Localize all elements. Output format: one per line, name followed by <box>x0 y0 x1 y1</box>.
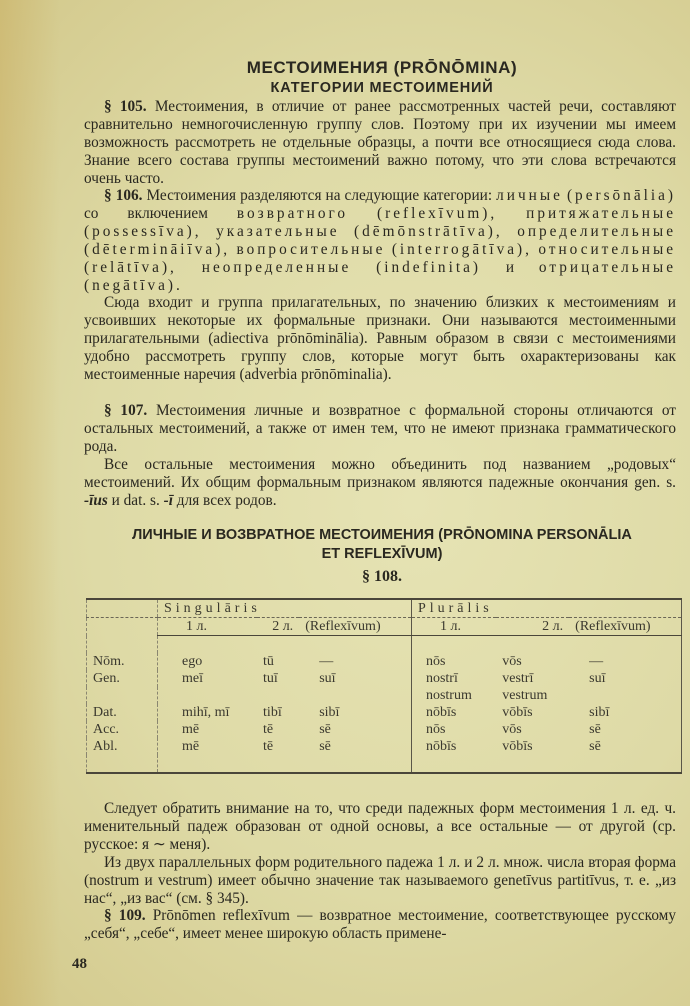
table-cell: vestrum <box>502 687 548 703</box>
table-cell <box>299 687 411 704</box>
group-header: Singulāris <box>158 599 412 618</box>
section-107 <box>84 402 676 509</box>
table-cell: tuī <box>263 670 278 686</box>
category-term: неопределенные <box>201 258 352 276</box>
category-term: притяжательные <box>526 204 676 222</box>
section-text: Все остальные местоимения можно объединить под названием „родовых“ местоимений. Их общим формальным признаком являются падежные окончания gen. s. <box>84 455 676 491</box>
table-row <box>87 653 682 670</box>
category-latin: (relātīva), <box>84 258 177 276</box>
category-latin: (reflexīvum), <box>377 204 498 222</box>
table-cell: sibī <box>589 704 610 720</box>
table-cell: nōbīs <box>411 704 496 721</box>
category-term: возвратного <box>236 204 349 222</box>
heading-line: ЛИЧНЫЕ И ВОЗВРАТНОЕ МЕСТОИМЕНИЯ (PRŌNOMINA PERSONĀLIA <box>132 527 632 543</box>
table-cell: vestrī <box>502 670 534 686</box>
case-label: Gen. <box>93 670 120 686</box>
section-106 <box>84 187 676 384</box>
table-cell: nōbīs <box>411 738 496 755</box>
section-text: Местоимения разделяются на следующие категории: <box>146 187 493 204</box>
section-mark: § 109. <box>104 907 146 924</box>
table-cell: tē <box>263 738 274 754</box>
section-mark: § 105. <box>104 98 147 115</box>
table-cell: sibī <box>319 704 340 720</box>
case-label: Acc. <box>93 721 120 737</box>
table-cell: vōbīs <box>502 738 533 754</box>
section-mark: § 107. <box>104 402 148 419</box>
table-row <box>87 704 682 721</box>
section-108-mark: § 108. <box>362 568 402 585</box>
chapter-subtitle: КАТЕГОРИИ МЕСТОИМЕНИЙ <box>270 80 494 96</box>
case-label <box>87 687 158 704</box>
table-row <box>87 670 682 687</box>
table-cell <box>569 687 681 704</box>
section-text: и <box>505 258 515 276</box>
category-term: вопросительные <box>236 240 386 258</box>
table-cell: sē <box>589 721 601 737</box>
table-cell: suī <box>589 670 606 686</box>
page-edge-shadow <box>0 0 60 1006</box>
column-header: 1 л. <box>158 618 258 636</box>
category-latin: (persōnālia) <box>566 187 677 204</box>
table-cell: tē <box>263 721 274 737</box>
ending-dat: -ī <box>163 491 173 509</box>
note-paragraph: Следует обратить внимание на то, что среди падежных форм местоимения 1 л. ед. ч. именительный падеж образован от одной основы, а все остальные — от другой (ср. русское: я ∼ меня). <box>84 800 676 853</box>
column-header: (Reflexīvum) <box>569 618 681 636</box>
section-text: Сюда входит и группа прилагательных, по значению близких к местоимениям и усвоивших некоторые их формальные признаки. Они называются местоименными прилагательными (adiectiva prōnōminālia). Равным образом в связи с местоимениями удобно рассмотреть группу слов, которые могут быть охарактеризованы как местоименные наречия (adverbia prōnōminalia). <box>84 294 676 384</box>
category-term: относительные <box>538 240 677 258</box>
section-text: и dat. s. <box>111 491 160 509</box>
table-cell: sē <box>319 738 331 754</box>
table-cell: vōs <box>502 653 522 669</box>
table-cell: mē <box>158 721 258 738</box>
table-cell: nostrum <box>411 687 496 704</box>
category-latin: (possessīva), <box>84 222 202 240</box>
table-header-row <box>87 618 682 636</box>
category-latin: (dēmōnstrātīva), <box>354 222 503 240</box>
category-latin: (dētermināiīva), <box>84 240 231 258</box>
table-cell: — <box>319 653 334 669</box>
table-cell: mihī, mī <box>158 704 258 721</box>
note-paragraph: Из двух параллельных форм родительного падежа 1 л. и 2 л. множ. числа вторая форма (nostrum и vestrum) имеет обычно значение так называемого genetīvus partitīvus, т. е. „из нас“, „из вас“ (см. § 345). <box>84 853 676 907</box>
table-cell: tibī <box>263 704 282 720</box>
table-cell: nostrī <box>411 670 496 687</box>
table-cell: suī <box>319 670 336 686</box>
column-header: 1 л. <box>411 618 496 636</box>
heading-line: ET REFLEXĪVUM) <box>321 546 443 562</box>
table-cell: sē <box>589 738 601 754</box>
table-cell: sē <box>319 721 331 737</box>
column-header: (Reflexīvum) <box>299 618 411 636</box>
category-latin: (indefinita) <box>376 258 481 276</box>
table-cell: mē <box>158 738 258 755</box>
column-header: 2 л. <box>257 618 299 636</box>
section-text: со включением <box>84 204 208 222</box>
after-table-notes <box>84 800 676 907</box>
case-label: Dat. <box>93 704 117 720</box>
ending-gen: -īus <box>84 491 108 509</box>
table-cell: vōbīs <box>502 704 533 720</box>
table-cell: meī <box>158 670 258 687</box>
group-header: Plurālis <box>411 599 681 618</box>
category-term: указательные <box>216 222 340 240</box>
table-row <box>87 721 682 738</box>
declension-table <box>86 598 682 774</box>
table-cell <box>158 687 258 704</box>
table-cell: vōs <box>502 721 522 737</box>
section-text: Prōnōmen reflexīvum — возвратное местоимение, соответствующее русскому „себя“, „себе“, имеет менее широкую область примене- <box>84 907 676 942</box>
table-cell: tū <box>263 653 274 669</box>
section-105 <box>84 98 676 188</box>
category-term: личные <box>496 187 563 204</box>
case-label: Nōm. <box>93 653 125 669</box>
section-text: Местоимения личные и возвратное с формальной стороны отличаются от остальных местоимений, а также от имен тем, что не имеют признака грамматического рода. <box>84 402 676 455</box>
table-cell: ego <box>158 653 258 670</box>
section-109 <box>84 907 676 943</box>
category-term: определительные <box>517 222 677 240</box>
table-cell <box>257 687 299 704</box>
table-cell: nōs <box>411 721 496 738</box>
table-header-group <box>87 599 682 618</box>
section-text: для всех родов. <box>176 491 277 509</box>
chapter-title: МЕСТОИМЕНИЯ (PRŌNŌMINA) <box>246 58 518 77</box>
table-cell: — <box>589 653 604 669</box>
table-cell: nōs <box>411 653 496 670</box>
case-label: Abl. <box>93 738 118 754</box>
section-text: Местоимения, в отличие от ранее рассмотренных частей речи, составляют сравнительно немногочисленную группу слов. Поэтому при их изучении мы имеем возможность рассмотреть не отдельные образцы, а почти все относящиеся сюда слова. Знание всего состава группы местоимений важно потому, что эти слова встречаются очень часто. <box>84 98 676 187</box>
table-row <box>87 738 682 755</box>
category-latin: (interrogātīva), <box>391 240 532 258</box>
section-heading <box>84 526 680 564</box>
page-number: 48 <box>72 956 87 972</box>
table-row <box>87 687 682 704</box>
section-mark: § 106. <box>104 187 143 204</box>
column-header: 2 л. <box>496 618 569 636</box>
category-latin: (negātīva). <box>84 276 183 294</box>
category-term: отрицательные <box>538 258 676 276</box>
